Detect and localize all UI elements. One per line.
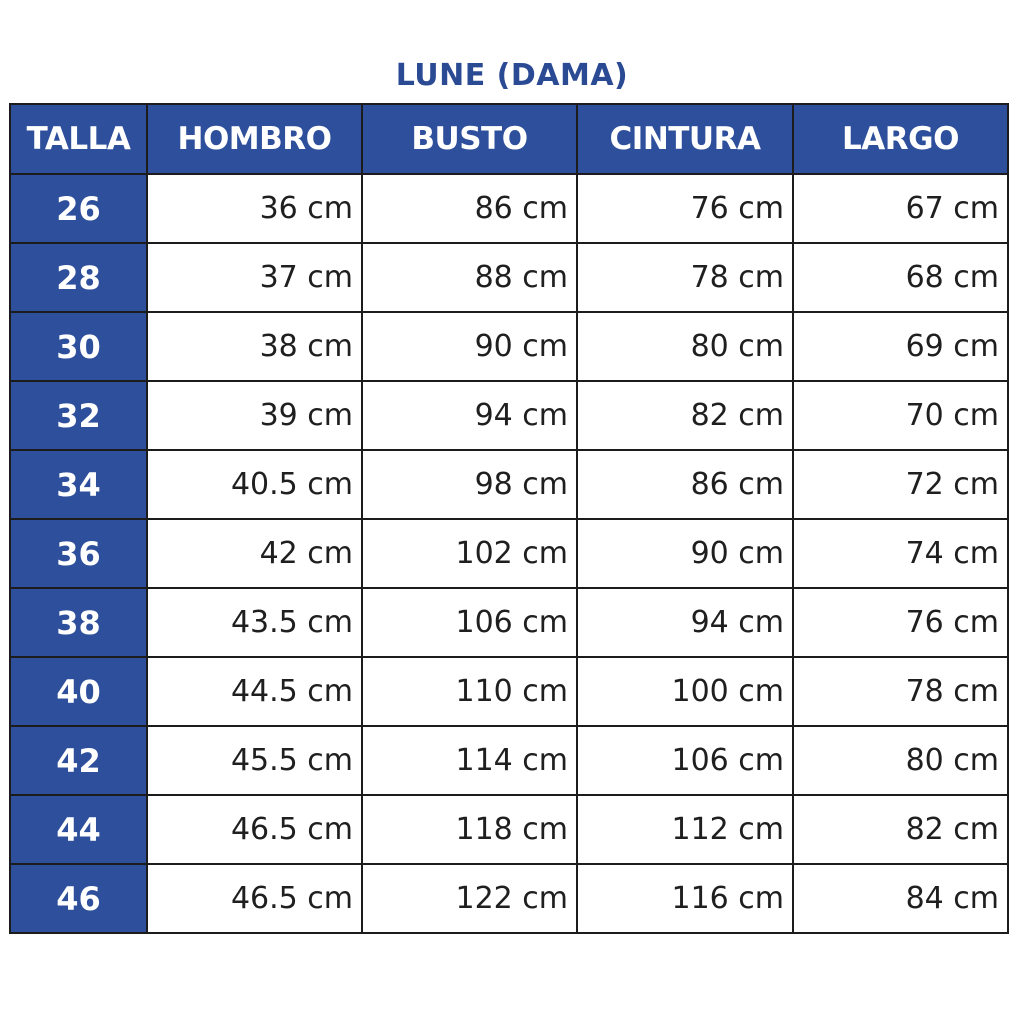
size-cell: 26 (10, 174, 147, 243)
header-hombro: HOMBRO (147, 104, 362, 174)
hombro-cell: 43.5 cm (147, 588, 362, 657)
table-row (10, 588, 1008, 657)
largo-cell: 76 cm (793, 588, 1008, 657)
hombro-cell: 44.5 cm (147, 657, 362, 726)
hombro-cell: 38 cm (147, 312, 362, 381)
busto-cell: 86 cm (362, 174, 577, 243)
hombro-cell: 46.5 cm (147, 864, 362, 933)
cintura-cell: 106 cm (577, 726, 793, 795)
largo-cell: 82 cm (793, 795, 1008, 864)
table-row (10, 519, 1008, 588)
busto-cell: 90 cm (362, 312, 577, 381)
busto-cell: 122 cm (362, 864, 577, 933)
size-cell: 38 (10, 588, 147, 657)
largo-cell: 78 cm (793, 657, 1008, 726)
header-row (10, 104, 1008, 174)
size-chart-table (9, 103, 1009, 934)
header-cintura: CINTURA (577, 104, 793, 174)
largo-cell: 72 cm (793, 450, 1008, 519)
cintura-cell: 86 cm (577, 450, 793, 519)
cintura-cell: 90 cm (577, 519, 793, 588)
table-row (10, 657, 1008, 726)
busto-cell: 88 cm (362, 243, 577, 312)
hombro-cell: 37 cm (147, 243, 362, 312)
size-cell: 44 (10, 795, 147, 864)
table-row (10, 243, 1008, 312)
busto-cell: 98 cm (362, 450, 577, 519)
size-cell: 30 (10, 312, 147, 381)
busto-cell: 94 cm (362, 381, 577, 450)
header-busto: BUSTO (362, 104, 577, 174)
largo-cell: 84 cm (793, 864, 1008, 933)
size-cell: 40 (10, 657, 147, 726)
largo-cell: 68 cm (793, 243, 1008, 312)
table-row (10, 450, 1008, 519)
cintura-cell: 100 cm (577, 657, 793, 726)
header-largo: LARGO (793, 104, 1008, 174)
busto-cell: 118 cm (362, 795, 577, 864)
cintura-cell: 112 cm (577, 795, 793, 864)
hombro-cell: 36 cm (147, 174, 362, 243)
largo-cell: 67 cm (793, 174, 1008, 243)
cintura-cell: 76 cm (577, 174, 793, 243)
cintura-cell: 116 cm (577, 864, 793, 933)
cintura-cell: 94 cm (577, 588, 793, 657)
size-cell: 36 (10, 519, 147, 588)
table-row (10, 312, 1008, 381)
cintura-cell: 82 cm (577, 381, 793, 450)
header-talla: TALLA (10, 104, 147, 174)
table-row (10, 174, 1008, 243)
largo-cell: 74 cm (793, 519, 1008, 588)
size-cell: 34 (10, 450, 147, 519)
largo-cell: 70 cm (793, 381, 1008, 450)
hombro-cell: 42 cm (147, 519, 362, 588)
table-title: LUNE (DAMA) (395, 58, 629, 93)
table-row (10, 726, 1008, 795)
size-cell: 32 (10, 381, 147, 450)
hombro-cell: 40.5 cm (147, 450, 362, 519)
size-cell: 28 (10, 243, 147, 312)
hombro-cell: 39 cm (147, 381, 362, 450)
busto-cell: 110 cm (362, 657, 577, 726)
largo-cell: 80 cm (793, 726, 1008, 795)
table-row (10, 795, 1008, 864)
table-row (10, 864, 1008, 933)
busto-cell: 102 cm (362, 519, 577, 588)
table-row (10, 381, 1008, 450)
cintura-cell: 80 cm (577, 312, 793, 381)
busto-cell: 106 cm (362, 588, 577, 657)
largo-cell: 69 cm (793, 312, 1008, 381)
hombro-cell: 45.5 cm (147, 726, 362, 795)
busto-cell: 114 cm (362, 726, 577, 795)
hombro-cell: 46.5 cm (147, 795, 362, 864)
size-cell: 42 (10, 726, 147, 795)
size-cell: 46 (10, 864, 147, 933)
cintura-cell: 78 cm (577, 243, 793, 312)
